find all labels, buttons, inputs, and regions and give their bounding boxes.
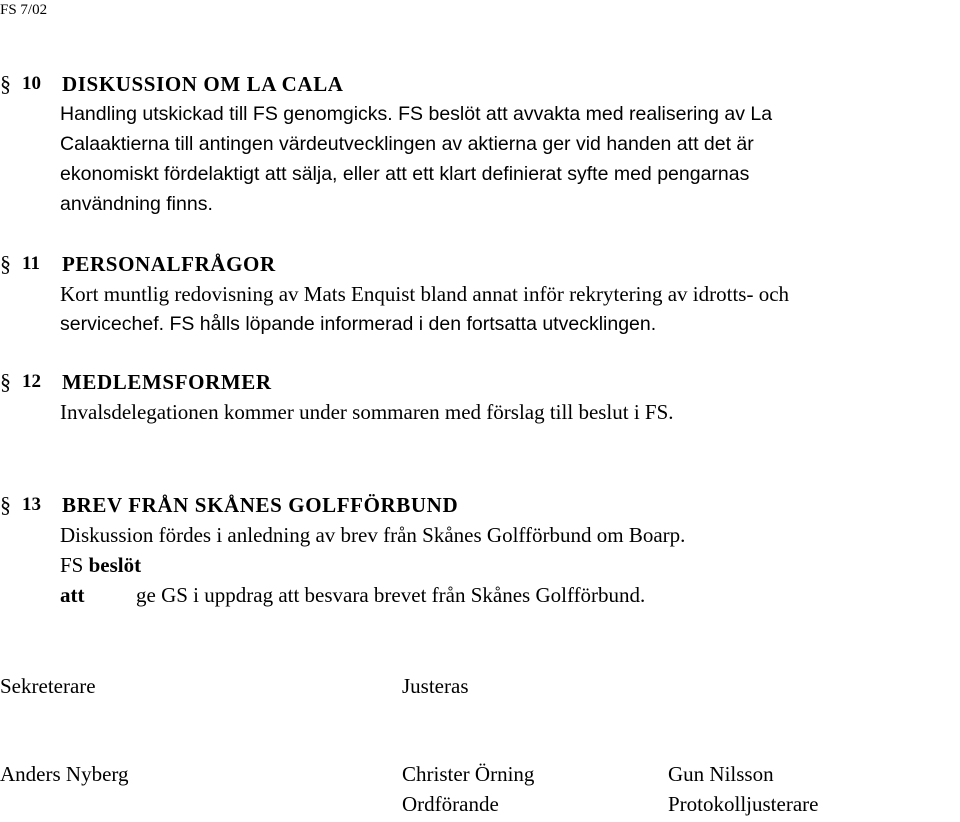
decision-line bbox=[60, 550, 960, 580]
section-sign-icon: § bbox=[0, 369, 11, 394]
section-number: 10 bbox=[22, 73, 41, 94]
body-line: servicechef. FS hålls löpande informerad i den fortsatta utvecklingen. bbox=[60, 313, 657, 335]
section-number: 11 bbox=[22, 253, 40, 274]
decision-verb: beslöt bbox=[88, 553, 142, 577]
section-title: BREV FRÅN SKÅNES GOLFFÖRBUND bbox=[62, 493, 459, 517]
secretary-role-label: Sekreterare bbox=[0, 674, 96, 698]
section-body bbox=[60, 397, 960, 427]
att-clause bbox=[60, 580, 960, 610]
section-sign-icon: § bbox=[0, 71, 11, 96]
section-sign-icon: § bbox=[0, 251, 11, 276]
adjusted-label: Justeras bbox=[402, 674, 469, 698]
att-text: ge GS i uppdrag att besvara brevet från Skånes Golfförbund. bbox=[136, 583, 646, 607]
chair-name: Christer Örning bbox=[402, 762, 535, 786]
att-label: att bbox=[60, 583, 85, 607]
checker-role: Protokolljusterare bbox=[668, 792, 819, 816]
body-line: Calaaktierna till antingen värdeutvecklingen av aktierna ger vid handen att det är bbox=[60, 133, 754, 155]
document-id: FS 7/02 bbox=[0, 2, 48, 18]
section-number: 12 bbox=[22, 371, 41, 392]
decision-subject: FS bbox=[60, 553, 84, 577]
section-title: PERSONALFRÅGOR bbox=[62, 252, 276, 276]
section-title: MEDLEMSFORMER bbox=[62, 370, 272, 394]
checker-name: Gun Nilsson bbox=[668, 762, 774, 786]
body-line: Diskussion fördes i anledning av brev från Skånes Golfförbund om Boarp. bbox=[60, 523, 686, 547]
body-line: Handling utskickad till FS genomgicks. FS beslöt att avvakta med realisering av La bbox=[60, 103, 773, 125]
section-sign-icon: § bbox=[0, 492, 11, 517]
secretary-name: Anders Nyberg bbox=[0, 762, 129, 786]
body-line: användning finns. bbox=[60, 193, 213, 215]
body-line: Invalsdelegationen kommer under sommaren med förslag till beslut i FS. bbox=[60, 400, 674, 424]
section-body bbox=[60, 520, 960, 610]
section-body bbox=[60, 279, 960, 339]
section-number: 13 bbox=[22, 494, 41, 515]
body-line: ekonomiskt fördelaktigt att sälja, eller att ett klart definierat syfte med pengarnas bbox=[60, 163, 750, 185]
section-body bbox=[60, 99, 960, 219]
body-line: Kort muntlig redovisning av Mats Enquist bland annat inför rekrytering av idrotts- och bbox=[60, 282, 790, 306]
section-title: DISKUSSION OM LA CALA bbox=[62, 72, 344, 96]
chair-role: Ordförande bbox=[402, 792, 499, 816]
